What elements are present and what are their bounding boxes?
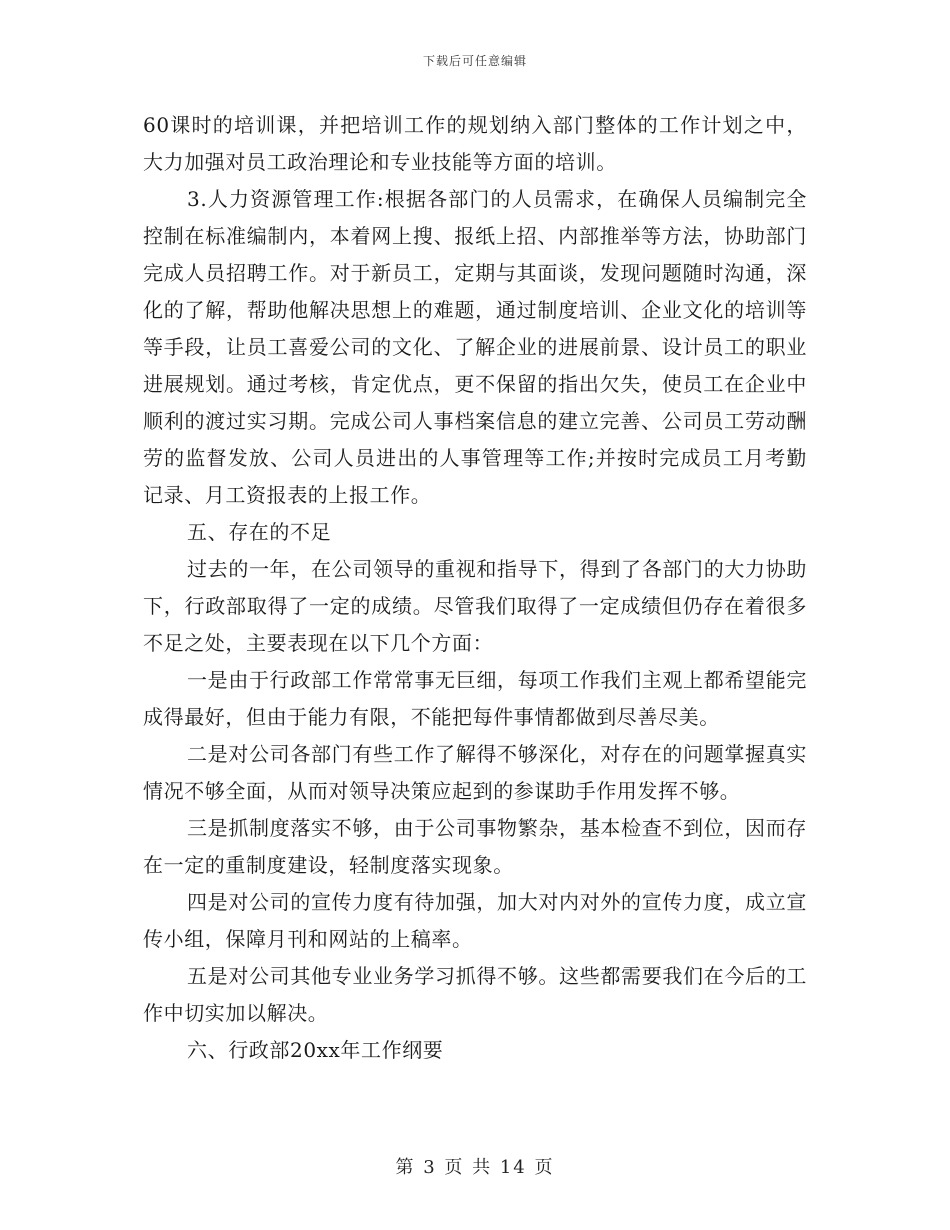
paragraph-training-continued: 60课时的培训课，并把培训工作的规划纳入部门整体的工作计划之中，大力加强对员工政治理论和专业技能等方面的培训。 [143,113,807,174]
section-heading-shortcomings: 五、存在的不足 [187,520,332,544]
paragraph-hr-management: 3.人力资源管理工作:根据各部门的人员需求，在确保人员编制完全控制在标准编制内，本着网上搜、报纸上招、内部推举等方法，协助部门完成人员招聘工作。对于新员工，定期与其面谈，发现问题随时沟通，深化的了解，帮助他解决思想上的难题，通过制度培训、企业文化的培训等等手段，让员工喜爱公司的文化、了解企业的进展前景、设计员工的职业进展规划。通过考核，肯定优点，更不保留的指出欠失，使员工在企业中顺利的渡过实习期。完成公司人事档案信息的建立完善、公司员工劳动酬劳的监督发放、公司人员进出的人事管理等工作;并按时完成员工月考勤记录、月工资报表的上报工作。 [143,187,807,507]
paragraph-point-one: 一是由于行政部工作常常事无巨细，每项工作我们主观上都希望能完成得最好，但由于能力有限，不能把每件事情都做到尽善尽美。 [143,668,807,729]
document-body [143,107,807,1069]
page-footer: 第 3 页 共 14 页 [395,1157,555,1178]
paragraph-point-four: 四是对公司的宣传力度有待加强，加大对内对外的宣传力度，成立宣传小组，保障月刊和网站的上稿率。 [143,890,807,951]
section-heading-work-outline: 六、行政部20xx年工作纲要 [187,1038,444,1062]
paragraph-point-three: 三是抓制度落实不够，由于公司事物繁杂，基本检查不到位，因而存在一定的重制度建设，轻制度落实现象。 [143,816,807,877]
paragraph-past-year: 过去的一年，在公司领导的重视和指导下，得到了各部门的大力协助下，行政部取得了一定的成绩。尽管我们取得了一定成绩但仍存在着很多不足之处，主要表现在以下几个方面： [143,557,807,655]
paragraph-point-two: 二是对公司各部门有些工作了解得不够深化，对存在的问题掌握真实情况不够全面，从而对领导决策应起到的参谋助手作用发挥不够。 [143,742,807,803]
paragraph-point-five: 五是对公司其他专业业务学习抓得不够。这些都需要我们在今后的工作中切实加以解决。 [143,964,807,1025]
page-header: 下载后可任意编辑 [422,54,527,68]
